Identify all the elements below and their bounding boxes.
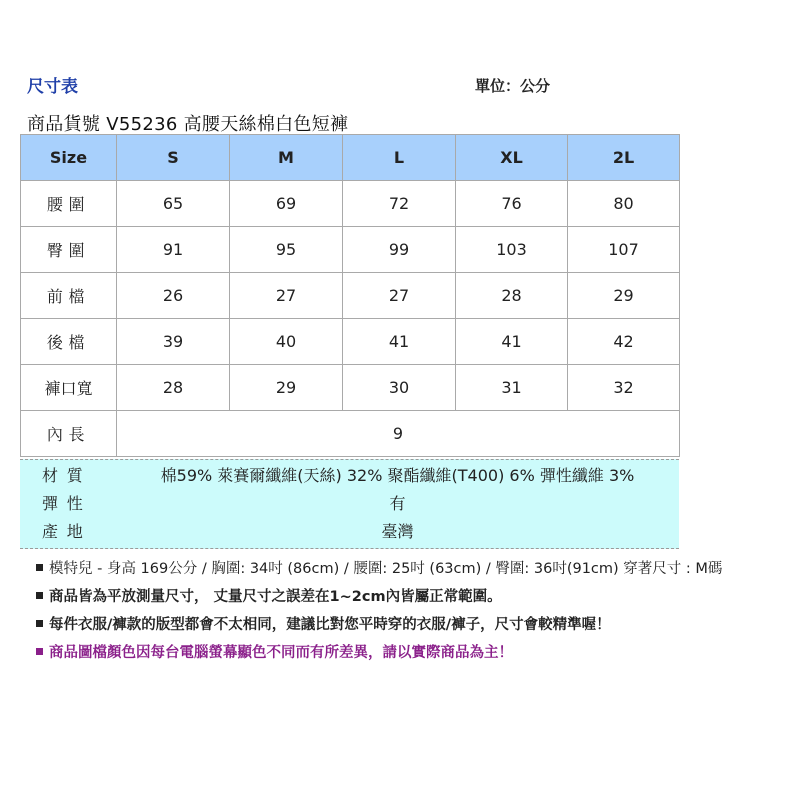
table-cell: 103 (456, 227, 568, 273)
square-bullet-icon (36, 620, 43, 627)
table-row-inner-length (21, 411, 680, 457)
header-xl: XL (456, 135, 568, 181)
size-chart-title: 尺寸表 (27, 77, 78, 97)
table-header-row (21, 135, 680, 181)
table-cell: 31 (456, 365, 568, 411)
table-cell: 32 (568, 365, 680, 411)
origin-label: 產地 (42, 522, 92, 541)
table-cell: 27 (343, 273, 456, 319)
note-measurement: 商品皆為平放測量尺寸， 丈量尺寸之誤差在1~2cm內皆屬正常範圍。 (36, 583, 796, 611)
material-label: 材質 (42, 466, 92, 485)
header-m: M (230, 135, 343, 181)
row-label: 臀圍 (21, 227, 117, 273)
header-2l: 2L (568, 135, 680, 181)
row-label: 前檔 (21, 273, 117, 319)
table-cell: 72 (343, 181, 456, 227)
table-cell: 30 (343, 365, 456, 411)
header-size: Size (21, 135, 117, 181)
notes-list (36, 555, 796, 667)
square-bullet-icon (36, 648, 43, 655)
note-fit-advice: 每件衣服/褲款的版型都會不太相同，建議比對您平時穿的衣服/褲子，尺寸會較精準喔！ (36, 611, 796, 639)
row-label: 內長 (21, 411, 117, 457)
table-cell: 29 (568, 273, 680, 319)
note-model-info: 模特兒 - 身高 169公分 / 胸圍: 34吋 (86cm) / 腰圍: 25吋 (63cm) / 臀圍: 36吋(91cm) 穿著尺寸 : M碼 (36, 555, 796, 583)
row-label: 腰圍 (21, 181, 117, 227)
row-label: 後檔 (21, 319, 117, 365)
table-cell: 80 (568, 181, 680, 227)
table-cell: 42 (568, 319, 680, 365)
elasticity-row (20, 491, 679, 519)
table-cell: 40 (230, 319, 343, 365)
table-cell: 29 (230, 365, 343, 411)
table-row (21, 365, 680, 411)
unit-label: 單位：公分 (475, 77, 551, 95)
table-cell: 41 (456, 319, 568, 365)
row-label: 褲口寬 (21, 365, 117, 411)
square-bullet-icon (36, 592, 43, 599)
size-table (20, 134, 680, 457)
table-row (21, 273, 680, 319)
note-color-disclaimer: 商品圖檔顏色因每台電腦螢幕顯色不同而有所差異，請以實際商品為主！ (36, 639, 796, 667)
table-cell: 76 (456, 181, 568, 227)
elasticity-label: 彈性 (42, 494, 92, 513)
table-cell: 28 (117, 365, 230, 411)
table-cell: 27 (230, 273, 343, 319)
square-bullet-icon (36, 564, 43, 571)
material-row (20, 463, 679, 491)
inner-length-value: 9 (117, 411, 680, 457)
table-cell: 91 (117, 227, 230, 273)
table-cell: 69 (230, 181, 343, 227)
table-row (21, 319, 680, 365)
header-s: S (117, 135, 230, 181)
table-cell: 99 (343, 227, 456, 273)
origin-row (20, 519, 679, 547)
header-l: L (343, 135, 456, 181)
table-row (21, 181, 680, 227)
material-value: 棉59% 萊賽爾纖維(天絲) 32% 聚酯纖維(T400) 6% 彈性纖維 3% (160, 466, 635, 485)
elasticity-value: 有 (389, 494, 406, 513)
table-cell: 28 (456, 273, 568, 319)
table-cell: 26 (117, 273, 230, 319)
product-name: 商品貨號 V55236 高腰天絲棉白色短褲 (27, 114, 349, 135)
table-row (21, 227, 680, 273)
table-cell: 65 (117, 181, 230, 227)
table-cell: 39 (117, 319, 230, 365)
table-cell: 95 (230, 227, 343, 273)
table-cell: 107 (568, 227, 680, 273)
material-info-panel (20, 459, 679, 549)
origin-value: 臺灣 (381, 522, 414, 541)
table-cell: 41 (343, 319, 456, 365)
